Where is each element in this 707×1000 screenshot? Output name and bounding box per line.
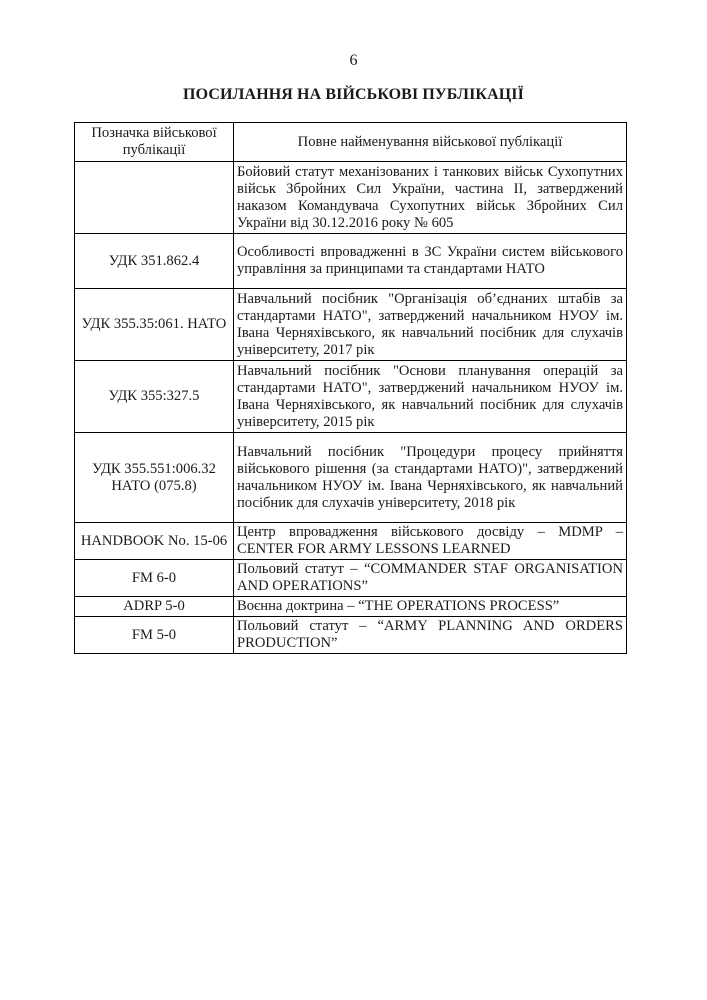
table-row bbox=[75, 289, 627, 361]
publication-name: Особливості впровадженні в ЗС України систем військового управління за принципами та стандартами НАТО bbox=[234, 234, 627, 289]
publication-code: УДК 351.862.4 bbox=[75, 234, 234, 289]
publication-code: HANDBOOK No. 15-06 bbox=[75, 523, 234, 560]
header-publication-name: Повне найменування військової публікації bbox=[234, 123, 627, 162]
table-row bbox=[75, 597, 627, 617]
publication-name: Навчальний посібник "Процедури процесу прийняття військового рішення (за стандартами НАТО)", затверджений начальником НУОУ ім. Івана Черняхівського, як навчальний посібник для слухачів університету, 2018 рік bbox=[234, 433, 627, 523]
publication-code: УДК 355.35:061. НАТО bbox=[75, 289, 234, 361]
table-row bbox=[75, 234, 627, 289]
publication-code: УДК 355.551:006.32 НАТО (075.8) bbox=[75, 433, 234, 523]
publication-code bbox=[75, 162, 234, 234]
publication-code: FM 5-0 bbox=[75, 617, 234, 654]
table-row bbox=[75, 162, 627, 234]
publication-name: Центр впровадження військового досвіду – MDMP – CENTER FOR ARMY LESSONS LEARNED bbox=[234, 523, 627, 560]
page-number: 6 bbox=[349, 52, 358, 69]
publication-name: Бойовий статут механізованих і танкових військ Сухопутних військ Збройних Сил України, частина ІІ, затверджений наказом Командувача Сухопутних військ Збройних Сил України від 30.12.2016 року № 605 bbox=[234, 162, 627, 234]
document-title: ПОСИЛАННЯ НА ВІЙСЬКОВІ ПУБЛІКАЦІЇ bbox=[183, 86, 524, 103]
publication-code: УДК 355:327.5 bbox=[75, 361, 234, 433]
publication-code: FM 6-0 bbox=[75, 560, 234, 597]
table-row bbox=[75, 523, 627, 560]
publication-name: Навчальний посібник "Основи планування операцій за стандартами НАТО", затверджений начальником НУОУ ім. Івана Черняхівського, як навчальний посібник для слухачів університету, 2015 рік bbox=[234, 361, 627, 433]
publication-name: Польовий статут – “ARMY PLANNING AND ORDERS PRODUCTION” bbox=[234, 617, 627, 654]
table-row bbox=[75, 361, 627, 433]
publications-table bbox=[74, 122, 627, 654]
publication-name: Польовий статут – “COMMANDER STAF ORGANISATION AND OPERATIONS” bbox=[234, 560, 627, 597]
table-row bbox=[75, 433, 627, 523]
publication-code: ADRP 5-0 bbox=[75, 597, 234, 617]
table-row bbox=[75, 617, 627, 654]
publication-name: Воєнна доктрина – “THE OPERATIONS PROCESS” bbox=[234, 597, 627, 617]
publication-name: Навчальний посібник "Організація об’єднаних штабів за стандартами НАТО", затверджений начальником НУОУ ім. Івана Черняхівського, як навчальний посібник для слухачів університету, 2017 рік bbox=[234, 289, 627, 361]
header-publication-code: Позначка військової публікації bbox=[75, 123, 234, 162]
table-row bbox=[75, 560, 627, 597]
table-header-row bbox=[75, 123, 627, 162]
